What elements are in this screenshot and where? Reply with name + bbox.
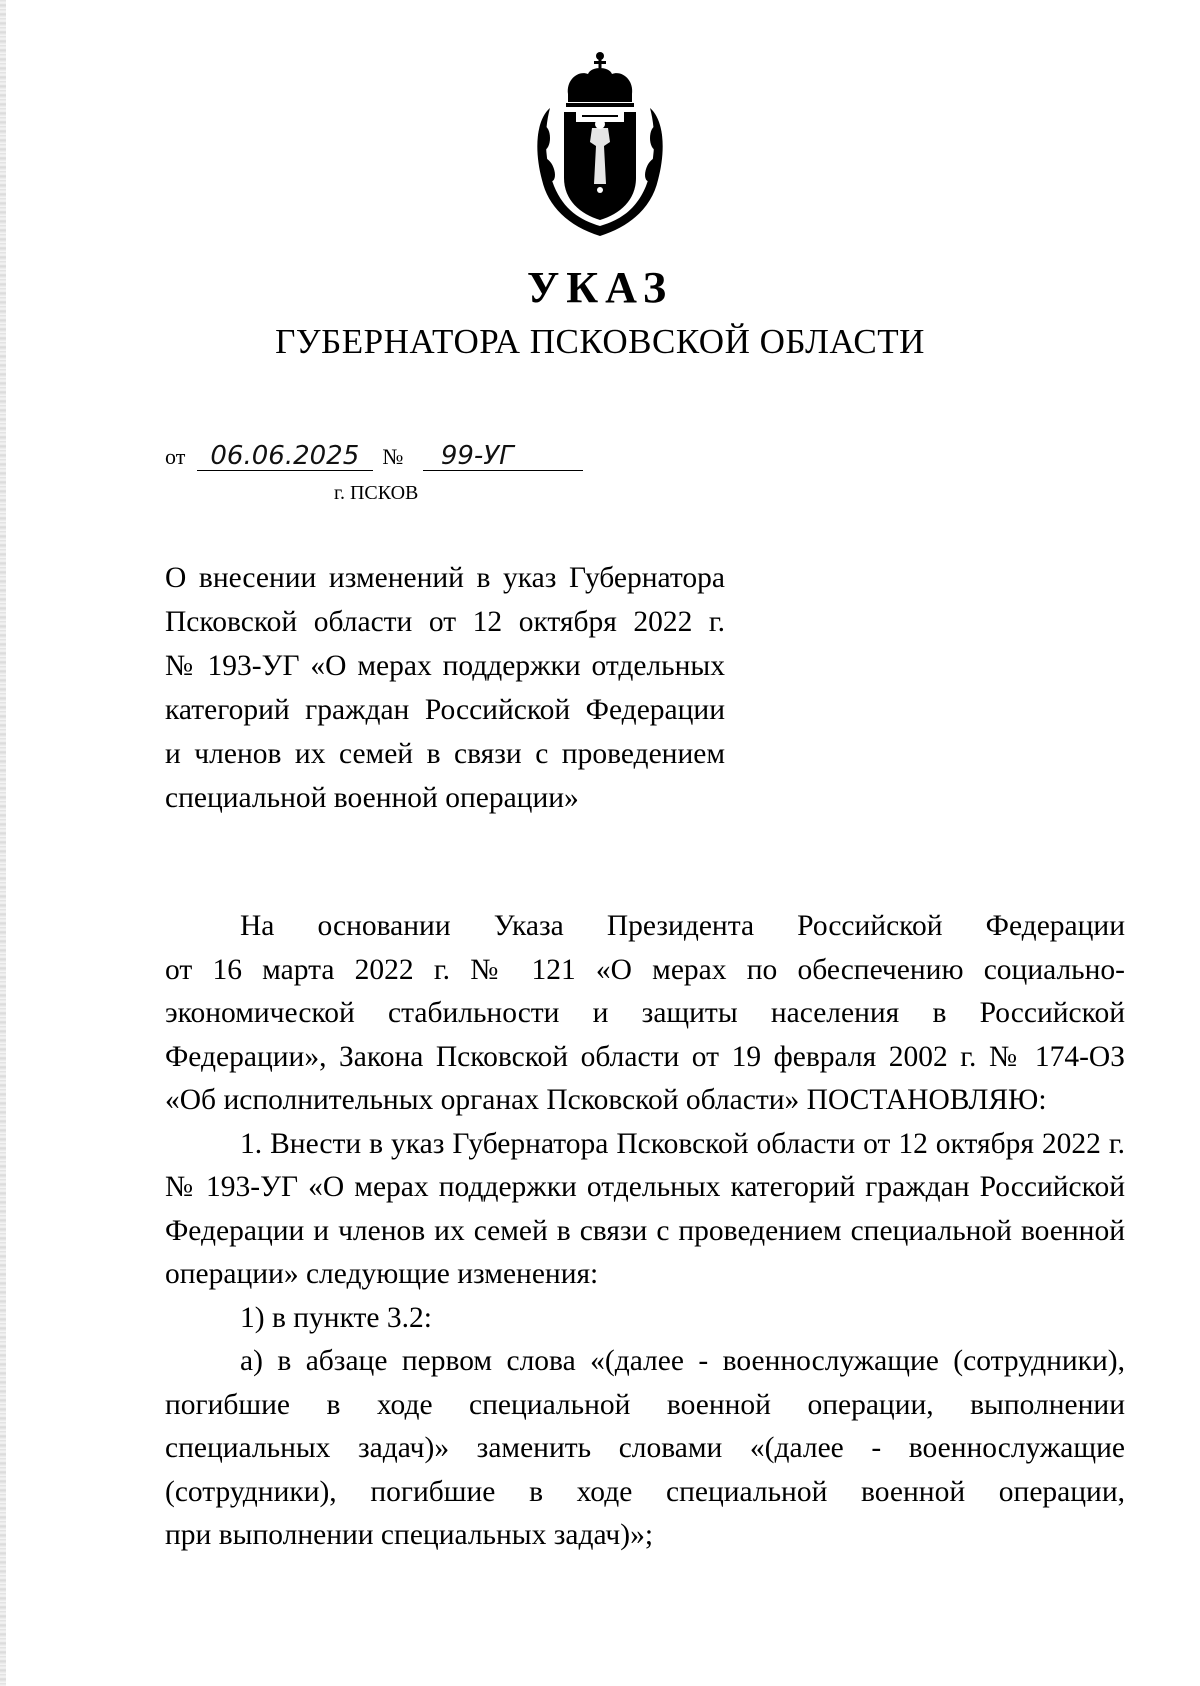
body-line: На основании Указа Президента Российской Федерации bbox=[240, 910, 1125, 942]
body-line: 1. Внести в указ Губернатора Псковской области от 12 октября 2022 г. bbox=[240, 1127, 1125, 1160]
document-title: УКАЗ bbox=[526, 263, 674, 312]
body-line: погибшие в ходе специальной военной операции, выполнении bbox=[165, 1388, 1125, 1421]
subject-line: специальной военной операции» bbox=[165, 782, 579, 814]
scan-edge bbox=[0, 0, 6, 1686]
subject-line: категорий граждан Российской Федерации bbox=[165, 694, 725, 726]
body-line: от 16 марта 2022 г. № 121 «О мерах по обеспечению социально- bbox=[165, 953, 1125, 986]
subject-line: Псковской области от 12 октября 2022 г. bbox=[165, 606, 725, 638]
subject-line: О внесении изменений в указ Губернатора bbox=[165, 562, 725, 594]
coat-of-arms-emblem bbox=[528, 50, 672, 240]
subject-heading bbox=[165, 556, 725, 820]
body-line: 1) в пункте 3.2: bbox=[240, 1301, 432, 1334]
body-line: Федерации и членов их семей в связи с проведением специальной военной bbox=[165, 1214, 1125, 1247]
body-line: при выполнении специальных задач)»; bbox=[165, 1519, 654, 1551]
body-line: операции» следующие изменения: bbox=[165, 1258, 599, 1290]
subject-line: № 193-УГ «О мерах поддержки отдельных bbox=[165, 650, 725, 682]
body-line: № 193-УГ «О мерах поддержки отдельных категорий граждан Российской bbox=[165, 1171, 1125, 1203]
date-number-line bbox=[165, 442, 583, 471]
number-label: № bbox=[382, 444, 404, 469]
body-line: а) в абзаце первом слова «(далее - военнослужащие (сотрудники), bbox=[240, 1345, 1125, 1377]
document-issuer: ГУБЕРНАТОРА ПСКОВСКОЙ ОБЛАСТИ bbox=[275, 322, 925, 361]
subject-line: и членов их семей в связи с проведением bbox=[165, 738, 725, 770]
body-line: «Об исполнительных органах Псковской области» ПОСТАНОВЛЯЮ: bbox=[165, 1084, 1047, 1116]
body-line: экономической стабильности и защиты населения в Российской bbox=[165, 997, 1125, 1029]
date-handwritten-value: 06.06.2025 bbox=[197, 442, 373, 471]
date-prefix: от bbox=[165, 444, 186, 469]
number-handwritten-value: 99-УГ bbox=[423, 442, 583, 471]
document-body bbox=[165, 905, 1125, 1558]
body-line: Федерации», Закона Псковской области от 19 февраля 2002 г. № 174-ОЗ bbox=[165, 1040, 1125, 1073]
city-label: г. ПСКОВ bbox=[334, 482, 419, 504]
body-line: специальных задач)» заменить словами «(далее - военнослужащие bbox=[165, 1432, 1125, 1464]
body-line: (сотрудники), погибшие в ходе специальной военной операции, bbox=[165, 1475, 1125, 1508]
